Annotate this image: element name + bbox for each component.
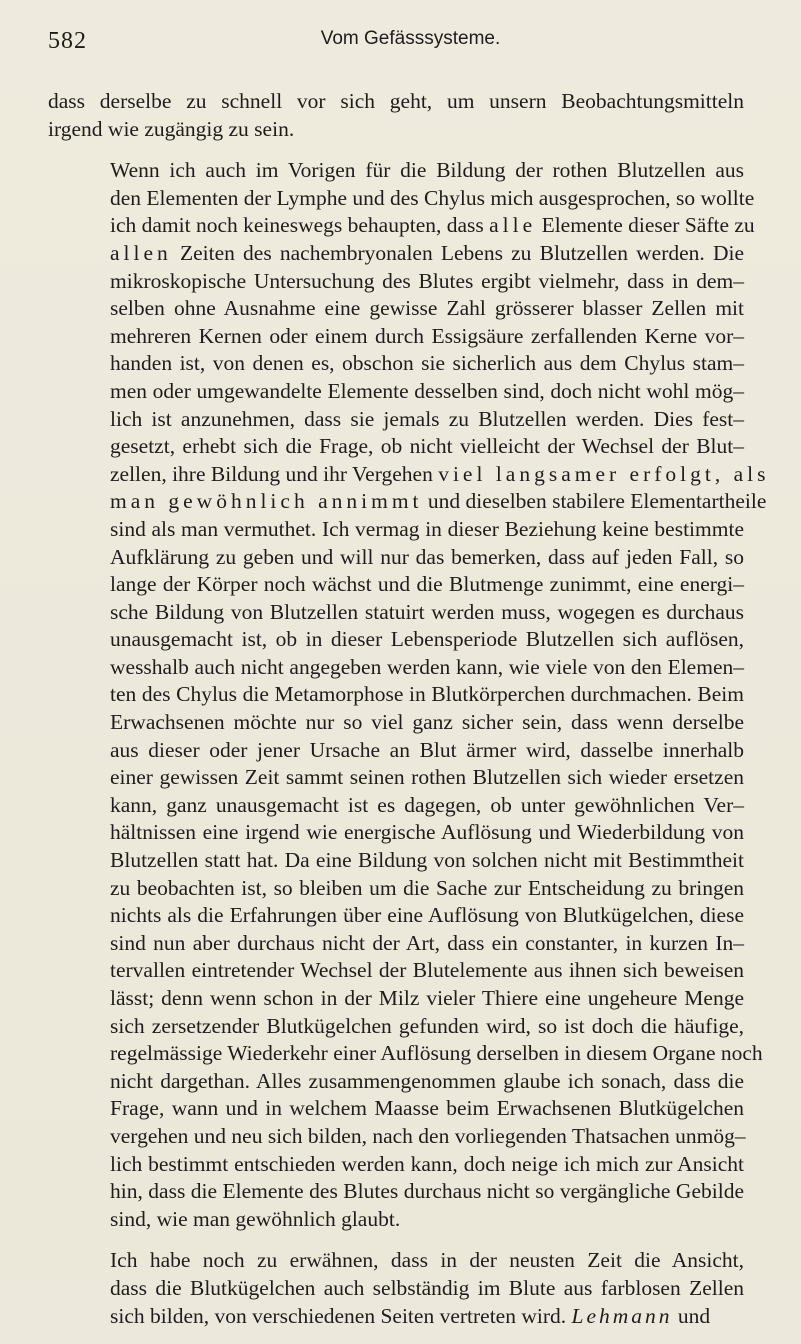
text-line: aus dieser oder jener Ursache an Blut ärmer wird, dasselbe innerhalb [110,737,744,762]
text-line: man gewöhnlich annimmt und dieselben stabilere Elementartheile [110,489,767,514]
paragraph [48,1247,744,1330]
text-line: kann, ganz unausgemacht ist es dagegen, ob unter gewöhnlichen Ver– [110,792,744,817]
text-line: sich zersetzender Blutkügelchen gefunden wird, so ist doch die häufige, [110,1013,744,1038]
text-line: dass die Blutkügelchen auch selbständig im Blute aus farblosen Zellen [110,1275,744,1300]
text-line: regelmässige Wiederkehr einer Auflösung derselben in diesem Organe noch [110,1041,763,1066]
text-line: unausgemacht ist, ob in dieser Lebensperiode Blutzellen sich auflösen, [110,627,744,652]
text-line: lässt; denn wenn schon in der Milz vieler Thiere eine ungeheure Menge [110,986,744,1010]
text-line: lich bestimmt entschieden werden kann, doch neige ich mich zur Ansicht [110,1151,744,1176]
text-line: gesetzt, erhebt sich die Frage, ob nicht vielleicht der Wechsel der Blut– [110,434,744,459]
text-line: allen Zeiten des nachembryonalen Lebens zu Blutzellen werden. Die [110,240,744,265]
body-text [48,88,770,1344]
text-line: Wenn ich auch im Vorigen für die Bildung der rothen Blutzellen aus [110,158,744,183]
text-line: nicht dargethan. Alles zusammengenommen glaube ich sonach, dass die [110,1068,744,1093]
emphasis-spaced: allen [110,240,172,265]
text-line: mikroskopische Untersuchung des Blutes ergibt vielmehr, dass in dem– [110,268,744,293]
text-line: ten des Chylus die Metamorphose in Blutkörperchen durchmachen. Beim [110,682,744,707]
text-line: Frage, wann und in welchem Maasse beim Erwachsenen Blutkügelchen [110,1096,744,1121]
text-line: den Elementen der Lymphe und des Chylus mich ausgesprochen, so wollte [110,185,755,210]
text-line: wesshalb auch nicht angegeben werden kann, wie viele von den Elemen– [110,654,744,679]
text-line: Aufklärung zu geben und will nur das bemerken, dass auf jeden Fall, so [110,544,744,569]
text-line: nichts als die Erfahrungen über eine Auflösung von Blutkügelchen, diese [110,903,744,928]
paragraph [48,157,770,1233]
text-line: sind nun aber durchaus nicht der Art, dass ein constanter, in kurzen In– [110,930,744,955]
text-line: vergehen und neu sich bilden, nach den vorliegenden Thatsachen unmög– [110,1123,746,1148]
text-line: selben ohne Ausnahme eine gewisse Zahl grösserer blasser Zellen mit [110,296,744,321]
text-line: Blutzellen statt hat. Da eine Bildung von solchen nicht mit Bestimmtheit [110,848,744,873]
text-line: sind als man vermuthet. Ich vermag in dieser Beziehung keine bestimmte [110,516,744,541]
text-line: sich bilden, von verschiedenen Seiten vertreten wird. Lehmann und [110,1303,711,1328]
page-number: 582 [48,28,87,54]
text-line: Erwachsenen möchte nur so viel ganz sicher sein, dass wenn derselbe [110,710,744,735]
text-line: lange der Körper noch wächst und die Blutmenge zunimmt, eine energi– [110,572,744,597]
text-line: irgend wie zugängig zu sein. [48,116,295,141]
text-line: dass derselbe zu schnell vor sich geht, um unsern Beobachtungsmitteln [48,89,744,113]
author-name: Lehmann [571,1303,673,1328]
text-line: men oder umgewandelte Elemente desselben sind, doch nicht wohl mög– [110,378,744,403]
text-line: Ich habe noch zu erwähnen, dass in der neusten Zeit die Ansicht, [110,1248,744,1273]
text-line: ich damit noch keineswegs behaupten, dass alle Elemente dieser Säfte zu [110,213,755,238]
page-header [48,28,753,58]
text-line: einer gewissen Zeit sammt seinen rothen Blutzellen sich wieder ersetzen [110,765,744,790]
emphasis-spaced: man gewöhnlich annimmt [110,489,423,514]
text-line: hältnissen eine irgend wie energische Auflösung und Wiederbildung von [110,820,744,845]
text-line: sche Bildung von Blutzellen statuirt werden muss, wogegen es durchaus [110,599,744,624]
paragraph [48,88,744,143]
text-line: handen ist, von denen es, obschon sie sicherlich aus dem Chylus stam– [110,351,744,376]
text-line: hin, dass die Elemente des Blutes durchaus nicht so vergängliche Gebilde [110,1179,744,1204]
text-line: zu beobachten ist, so bleiben um die Sache zur Entscheidung zu bringen [110,875,744,900]
text-line: lich ist anzunehmen, dass sie jemals zu Blutzellen werden. Dies fest– [110,406,744,431]
text-line: mehreren Kernen oder einem durch Essigsäure zerfallenden Kerne vor– [110,323,744,348]
emphasis-spaced: viel langsamer erfolgt, als [438,461,770,486]
text-line: sind, wie man gewöhnlich glaubt. [110,1206,401,1231]
running-title: Vom Gefässsysteme. [320,28,501,49]
text-line: zellen, ihre Bildung und ihr Vergehen viel langsamer erfolgt, als [110,461,770,486]
emphasis-spaced: alle [489,213,537,238]
text-line: tervallen eintretender Wechsel der Blutelemente aus ihnen sich beweisen [110,958,744,983]
